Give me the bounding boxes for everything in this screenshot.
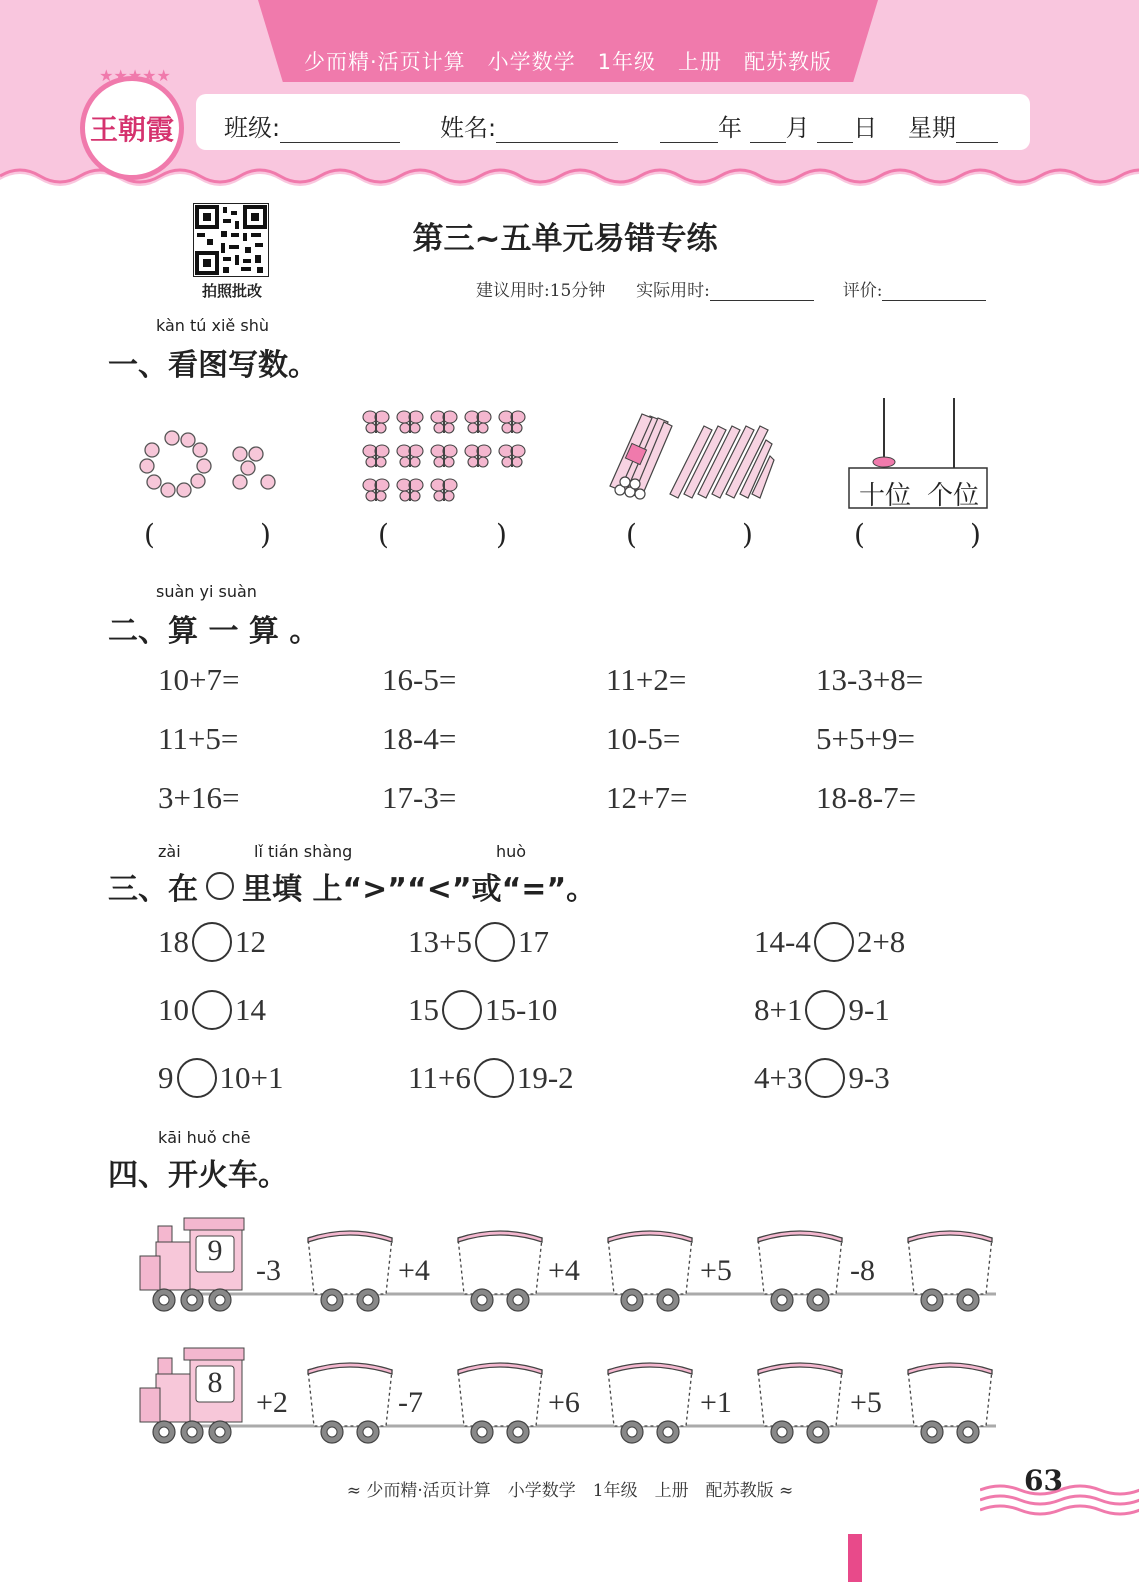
answer-paren-close: ) bbox=[260, 518, 271, 551]
year-label: 年 bbox=[718, 114, 742, 142]
answer-paren-open: ( bbox=[626, 518, 637, 551]
train-operation: +2 bbox=[256, 1386, 288, 1419]
section3-title-end: 里填 上“>”“<”或“=”。 bbox=[242, 872, 597, 907]
train-operation: -7 bbox=[398, 1386, 423, 1419]
calc-item[interactable]: 11+2= bbox=[606, 662, 687, 697]
compare-circle[interactable] bbox=[805, 990, 845, 1030]
compare-circle[interactable] bbox=[177, 1058, 217, 1098]
answer-paren-open: ( bbox=[854, 518, 865, 551]
class-field[interactable] bbox=[224, 108, 400, 143]
calc-item[interactable]: 3+16= bbox=[158, 780, 240, 815]
section4-pinyin: kāi huǒ chē bbox=[158, 1128, 251, 1147]
series-title: 少而精·活页计算 小学数学 1年级 上册 配苏教版 bbox=[303, 50, 833, 74]
compare-circle[interactable] bbox=[474, 1058, 514, 1098]
train-car-answer[interactable] bbox=[466, 1386, 536, 1426]
answer-paren-close: ) bbox=[742, 518, 753, 551]
answer-blank-3[interactable] bbox=[648, 516, 738, 554]
calc-item[interactable]: 16-5= bbox=[382, 662, 457, 697]
calc-item[interactable]: 18-8-7= bbox=[816, 780, 917, 815]
train-car-answer[interactable] bbox=[766, 1386, 836, 1426]
section2-pinyin: suàn yi suàn bbox=[156, 582, 257, 601]
train-car-answer[interactable] bbox=[916, 1386, 986, 1426]
weekday-field[interactable] bbox=[908, 108, 998, 143]
calc-item[interactable]: 5+5+9= bbox=[816, 721, 915, 756]
answer-paren-close: ) bbox=[970, 518, 981, 551]
section3-title bbox=[108, 864, 596, 908]
footer-text: ≈ 少而精·活页计算 小学数学 1年级 上册 配苏教版 ≈ bbox=[346, 1481, 794, 1501]
actual-time-label: 实际用时: bbox=[636, 281, 710, 301]
answer-paren-open: ( bbox=[378, 518, 389, 551]
compare-circle[interactable] bbox=[814, 922, 854, 962]
calc-item[interactable]: 17-3= bbox=[382, 780, 457, 815]
answer-paren-open: ( bbox=[144, 518, 155, 551]
class-label: 班级: bbox=[224, 114, 281, 142]
abacus-ones-label: 个位 bbox=[926, 481, 979, 511]
answer-blank-1[interactable] bbox=[166, 516, 256, 554]
compare-item: 14-4 2+8 bbox=[754, 922, 905, 962]
section3-pinyin-zai: zài bbox=[158, 842, 181, 861]
compare-circle[interactable] bbox=[475, 922, 515, 962]
name-label: 姓名: bbox=[440, 114, 497, 142]
answer-blank-4[interactable] bbox=[876, 516, 966, 554]
train-operation: +4 bbox=[548, 1254, 580, 1287]
train-operation: -8 bbox=[850, 1254, 875, 1287]
compare-item: 15 15-10 bbox=[408, 990, 557, 1030]
compare-item: 10 14 bbox=[158, 990, 266, 1030]
section3-pinyin-li: lǐ tián shàng bbox=[254, 842, 353, 861]
compare-item: 18 12 bbox=[158, 922, 266, 962]
compare-item: 11+6 19-2 bbox=[408, 1058, 574, 1098]
section1-pinyin: kàn tú xiě shù bbox=[156, 316, 269, 335]
compare-circle[interactable] bbox=[192, 922, 232, 962]
logo-stars: ★★★★★ bbox=[99, 66, 171, 85]
suggested-time: 建议用时:15分钟 bbox=[476, 281, 606, 301]
sticks-picture bbox=[606, 410, 776, 502]
train-operation: +4 bbox=[398, 1254, 430, 1287]
train-car-answer[interactable] bbox=[466, 1254, 536, 1294]
abacus-tens-label: 十位 bbox=[858, 481, 911, 511]
calc-item[interactable]: 13-3+8= bbox=[816, 662, 924, 697]
calc-item[interactable]: 11+5= bbox=[158, 721, 239, 756]
name-field[interactable] bbox=[440, 108, 618, 143]
train-car-answer[interactable] bbox=[316, 1254, 386, 1294]
answer-paren-close: ) bbox=[496, 518, 507, 551]
section3-pinyin-huo: huò bbox=[496, 842, 527, 861]
train-operation: +5 bbox=[850, 1386, 882, 1419]
day-label: 日 bbox=[853, 114, 878, 142]
qr-caption: 拍照批改 bbox=[201, 282, 262, 300]
train-operation: +6 bbox=[548, 1386, 580, 1419]
train-start-value: 8 bbox=[207, 1366, 223, 1399]
train-operation: +1 bbox=[700, 1386, 732, 1419]
header-wave bbox=[0, 160, 1139, 200]
section2-title: 二、算 一 算 。 bbox=[108, 614, 320, 649]
butterfly-picture bbox=[360, 404, 536, 508]
circle-symbol-icon bbox=[206, 872, 234, 900]
bead-picture bbox=[132, 424, 282, 506]
calc-item[interactable]: 10-5= bbox=[606, 721, 681, 756]
page-edge-tab bbox=[848, 1534, 862, 1582]
month-label: 月 bbox=[785, 114, 810, 142]
time-row bbox=[476, 276, 986, 301]
section3-title-start: 三、在 bbox=[108, 872, 198, 907]
train-car-answer[interactable] bbox=[616, 1254, 686, 1294]
compare-item: 9 10+1 bbox=[158, 1058, 283, 1098]
qr-code-icon[interactable] bbox=[193, 203, 269, 277]
compare-item: 8+1 9-1 bbox=[754, 990, 890, 1030]
train-operation: -3 bbox=[256, 1254, 281, 1287]
page-number: 63 bbox=[1024, 1464, 1063, 1497]
train-car-answer[interactable] bbox=[616, 1386, 686, 1426]
rating-label: 评价: bbox=[842, 281, 883, 301]
weekday-label: 星期 bbox=[908, 114, 956, 142]
compare-circle[interactable] bbox=[192, 990, 232, 1030]
calc-item[interactable]: 18-4= bbox=[382, 721, 457, 756]
section4-title: 四、开火车。 bbox=[108, 1158, 288, 1193]
compare-item: 4+3 9-3 bbox=[754, 1058, 890, 1098]
train-car-answer[interactable] bbox=[916, 1254, 986, 1294]
compare-item: 13+5 17 bbox=[408, 922, 549, 962]
train-start-value: 9 bbox=[207, 1234, 223, 1267]
calc-item[interactable]: 10+7= bbox=[158, 662, 240, 697]
compare-circle[interactable] bbox=[442, 990, 482, 1030]
train-operation: +5 bbox=[700, 1254, 732, 1287]
page-title: 第三~五单元易错专练 bbox=[412, 221, 718, 257]
section1-title: 一、看图写数。 bbox=[108, 348, 318, 383]
train-car-answer[interactable] bbox=[316, 1386, 386, 1426]
calc-item[interactable]: 12+7= bbox=[606, 780, 688, 815]
date-field[interactable] bbox=[660, 108, 877, 143]
train-car-answer[interactable] bbox=[766, 1254, 836, 1294]
compare-circle[interactable] bbox=[805, 1058, 845, 1098]
logo-text: 王朝霞 bbox=[89, 113, 174, 146]
answer-blank-2[interactable] bbox=[400, 516, 490, 554]
